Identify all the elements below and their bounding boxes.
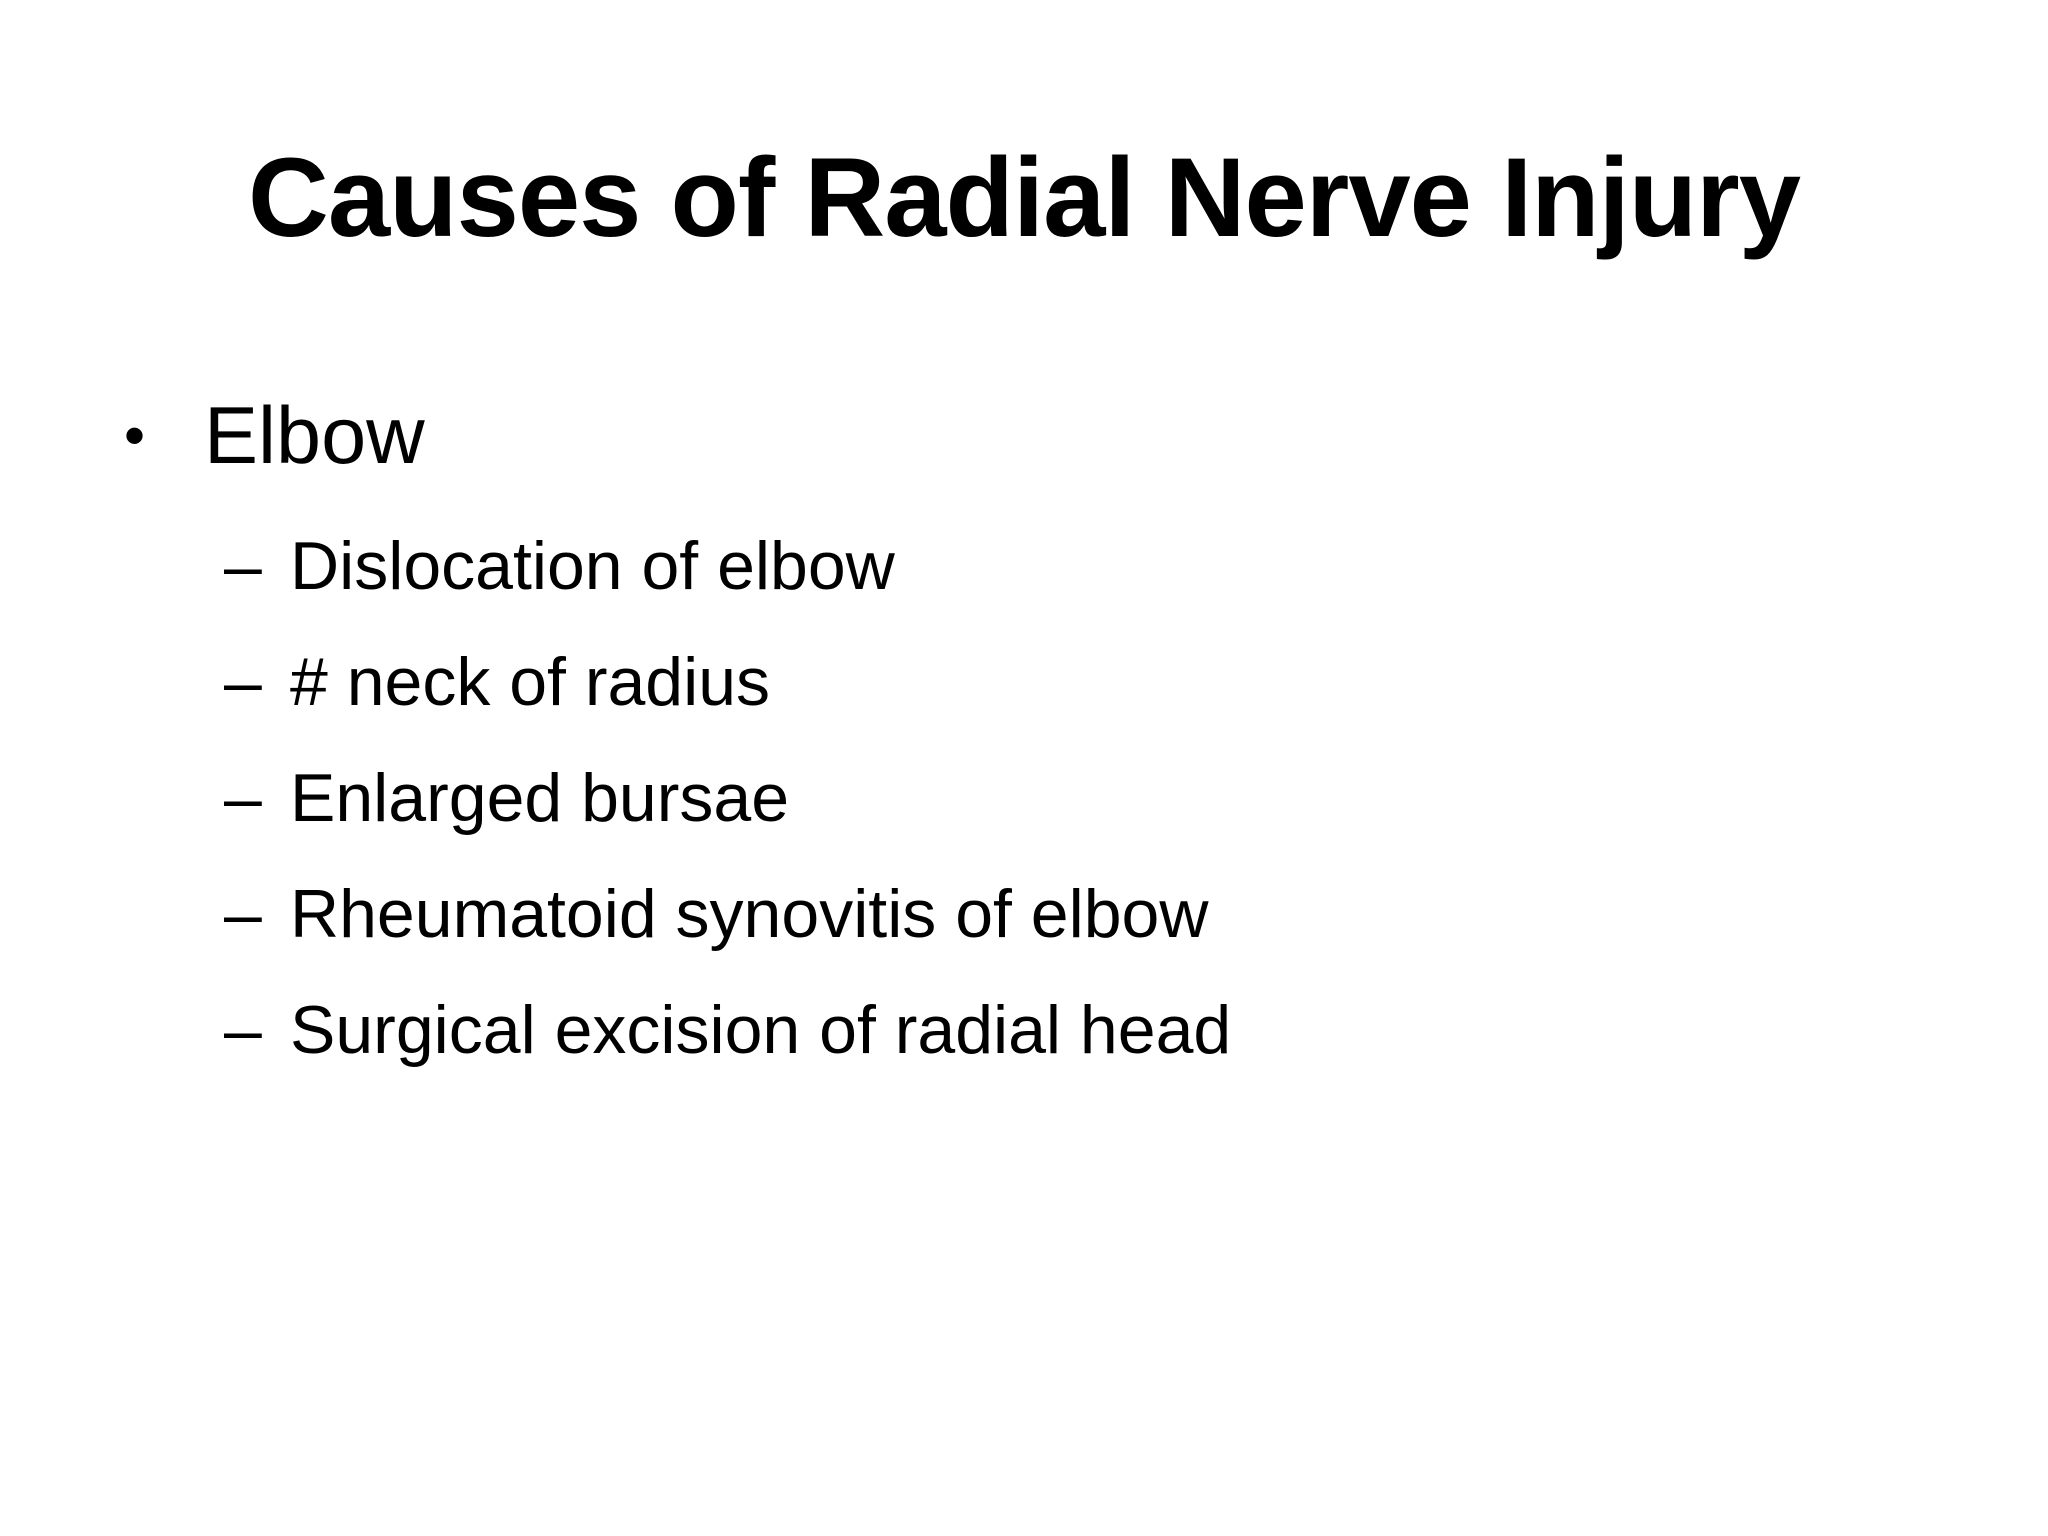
dash-icon: – [224,992,262,1068]
dash-icon: – [224,528,262,604]
sub-bullet-item [224,856,1231,972]
sub-bullet-text: Rheumatoid synovitis of elbow [290,876,1209,952]
sub-bullet-text: Surgical excision of radial head [290,992,1232,1068]
bullet-dot-icon: • [124,402,146,469]
bullet-elbow [124,386,425,486]
sub-bullet-text: # neck of radius [290,644,771,720]
dash-icon: – [224,876,262,952]
dash-icon: – [224,760,262,836]
bullet-label: Elbow [204,391,425,481]
sub-bullet-text: Dislocation of elbow [290,528,895,604]
sub-bullet-text: Enlarged bursae [290,760,790,836]
sub-bullet-item [224,508,1231,624]
sub-bullet-item [224,972,1231,1088]
dash-icon: – [224,644,262,720]
slide-title: Causes of Radial Nerve Injury [247,135,1800,260]
sub-bullet-item [224,624,1231,740]
sub-bullet-item [224,740,1231,856]
sub-bullet-list [224,508,1231,1088]
